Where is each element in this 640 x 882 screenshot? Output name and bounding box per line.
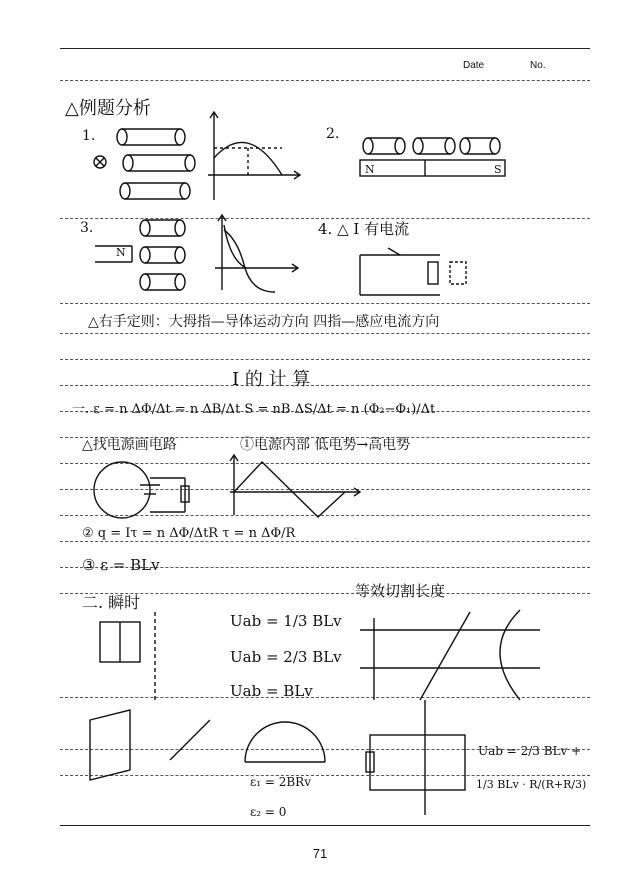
uab-one-third: Uab = 1/3 BLv (230, 612, 342, 630)
section-title-current: I 的 计 算 (232, 369, 311, 390)
right-hand-rule: △右手定则：大拇指—导体运动方向 四指—感应电流方向 (88, 314, 440, 330)
section-title-instant: 二. 瞬时 (82, 593, 141, 612)
source-sine-graph (230, 455, 360, 517)
example-2-number: 2. (326, 126, 340, 142)
rotating-rods-diagram (90, 710, 325, 780)
example-3-coils (95, 220, 185, 290)
no-label: No. (530, 60, 546, 71)
example-4-circuit (360, 248, 466, 295)
uab-full: Uab = BLv (230, 682, 313, 700)
example-2-magnet-coils (360, 138, 505, 176)
emf-e2: ε₂ = 0 (250, 805, 287, 819)
charge-formula: ② q = Iτ = n ΔΦ/ΔtR τ = n ΔΦ/R (82, 526, 296, 541)
magnet-s-label: S (494, 163, 502, 176)
source-circuit (94, 462, 189, 518)
section-title-examples: △例题分析 (65, 98, 151, 119)
magnet-n-label: N (365, 163, 375, 176)
source-inner-note: ①电源内部 低电势→高电势 (240, 437, 411, 453)
example-1-flux-graph (208, 112, 300, 200)
emf-formula: 一. ε = n ΔΦ/Δt = n ΔB/Δt S = nB ΔS/Δt = n (Φ₂−Φ₁)/Δt (72, 402, 436, 417)
emf-e1: ε₁ = 2BRv (250, 775, 311, 789)
example-1-number: 1. (82, 128, 96, 144)
date-label: Date (463, 60, 485, 71)
equivalent-length-label: 等效切割长度 (355, 582, 446, 600)
uab-two-thirds: Uab = 2/3 BLv (230, 648, 342, 666)
bridge-circuit-diagram (366, 700, 465, 815)
ex3-magnet-n-label: N (116, 246, 126, 259)
uab-bridge: Uab = 2/3 BLv + (478, 744, 582, 758)
page-number: 71 (312, 846, 328, 861)
example-3-flux-graph (215, 215, 298, 292)
equivalent-length-diagram (360, 610, 540, 700)
find-source-note: △找电源画电路 (82, 437, 177, 453)
example-3-number: 3. (80, 220, 94, 236)
emf-blv: ③ ε = BLv (82, 556, 160, 574)
example-1-coils (94, 129, 195, 199)
uab-bridge-2: 1/3 BLv · R/(R+R/3) (476, 778, 587, 791)
moving-frame-diagram (100, 612, 155, 700)
example-4-label: 4. △ I 有电流 (318, 220, 410, 238)
